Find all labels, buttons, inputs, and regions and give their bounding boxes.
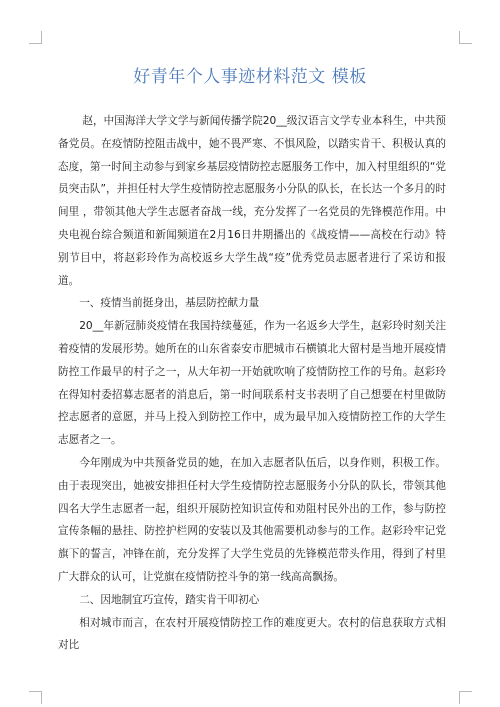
paragraph-intro: 赵，中国海洋大学文学与新闻传播学院20__级汉语言文学专业本科生，中共预备党员。在疫情防控阻击战中，她不畏严寒、不惧风险，以踏实肯干、积极认真的态度，第一时间主动参与到家乡基层疫情防控志愿服务工作中，加入村里组织的“党员突击队”，并担任村大学生疫情防控志愿服务小分队的队长，在长达一个多月的时间里 ，带领其他大学生志愿者奋战一线，充分发挥了一名党员的先锋模范作用。中央电视台综合频道和新闻频道在2月16日井期播出的《战疫情——高校在行动》特别节目中，将赵彩玲作为高校返乡大学生战“疫”优秀党员志愿者进行了采访和报道。 xyxy=(58,115,446,287)
document-title: 好青年个人事迹材料范文 模板 xyxy=(133,67,367,87)
document-body xyxy=(58,110,446,657)
crop-mark-bottom-left xyxy=(29,691,42,704)
section-heading-1: 一、疫情当前挺身出，基层防控献力量 xyxy=(79,297,260,310)
crop-mark-top-right xyxy=(459,31,472,44)
paragraph-section2-a: 相对城市而言，在农村开展疫情防控工作的难度更大。农村的信息获取方式相对比 xyxy=(58,616,446,652)
paragraph-section1-a: 20__年新冠肺炎疫情在我国持续蔓延，作为一名返乡大学生，赵彩玲时刻关注着疫情的发展形势。她所在的山东省泰安市肥城市石横镇北大留村是当地开展疫情防控工作最早的村子之一，从大年初一开始就吹响了疫情防控工作的号角。赵彩玲在得知村委招募志愿者的消息后，第一时间联系村支书表明了自己想要在村里做防控志愿者的意愿，并马上投入到防控工作中，成为最早加入疫情防控工作的大学生志愿者之一。 xyxy=(58,320,446,447)
crop-mark-bottom-right xyxy=(459,691,472,704)
section-heading-2: 二、因地制宜巧宣传，踏实肯干叩初心 xyxy=(79,593,260,606)
crop-mark-top-left xyxy=(29,31,42,44)
paragraph-section1-b: 今年刚成为中共预备党员的她，在加入志愿者队伍后，以身作则，积极工作。由于表现突出，她被安排担任村大学生疫情防控志愿服务小分队的队长，带领其他四名大学生志愿者一起，组织开展防控知识宣传和劝阻村民外出的工作，参与防控宣传条幅的悬挂、防控护栏网的安装以及其他需要机动参与的工作。赵彩玲牢记党旗下的誓言，冲锋在前，充分发挥了大学生党员的先锋模范带头作用，得到了村里广大群众的认可，让党旗在疫情防控斗争的第一线高高飘扬。 xyxy=(58,456,446,583)
